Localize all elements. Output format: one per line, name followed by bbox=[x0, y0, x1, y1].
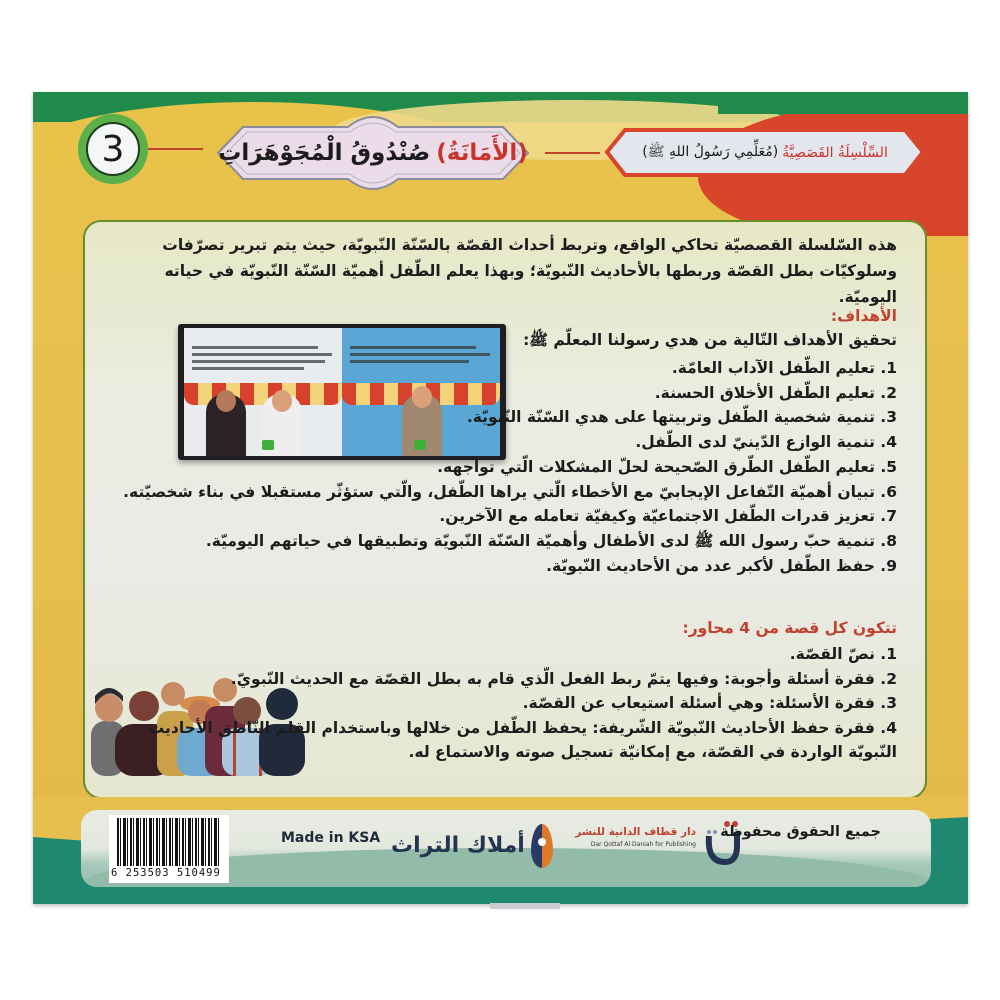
barcode-bars-icon bbox=[117, 818, 221, 866]
goal-item: 1. تعليم الطّفل الآداب العامّة. bbox=[671, 359, 897, 377]
goal-item: 2. تعليم الطّفل الأخلاق الحسنة. bbox=[654, 383, 897, 402]
distributor-name: أملاك التراث bbox=[391, 833, 525, 858]
publisher-name-en: Dar Qottaf Al Daniah for Publishing bbox=[590, 841, 696, 848]
goals-heading: الأهداف: bbox=[830, 307, 897, 325]
goal-item: 3. تنمية شخصية الطّفل وتربيتها على هدي السّنّة النّبويّة. bbox=[466, 408, 897, 427]
book-title-virtue: (الأَمَانَةُ) bbox=[436, 140, 528, 166]
axes-list bbox=[107, 642, 897, 765]
book-back-cover bbox=[33, 92, 968, 904]
series-title bbox=[595, 125, 935, 180]
book-number-badge bbox=[78, 114, 148, 184]
axes-heading: تتكون كل قصة من 4 محاور: bbox=[682, 619, 897, 637]
barcode bbox=[109, 815, 229, 883]
axis-item: 1. نصّ القصّة. bbox=[789, 645, 897, 663]
content-panel bbox=[83, 220, 927, 799]
goal-item: 8. تنمية حبّ رسول الله ﷺ لدى الأطفال وأهميّة السّنّة النّبويّة وتطبيقها في حياتهم اليوميّة. bbox=[205, 531, 897, 550]
axis-item: 2. فقرة أسئلة وأجوبة: وفيها يتمّ ربط الفعل الّذي قام به بطل القصّة مع الحديث النّبويّ. bbox=[230, 669, 897, 688]
goal-item: 7. تعزيز قدرات الطّفل الاجتماعيّة وكيفيّة تعامله مع الآخرين. bbox=[439, 507, 897, 526]
made-in-label: Made in KSA bbox=[281, 830, 381, 846]
intro-paragraph: هذه السّلسلة القصصيّة تحاكي الواقع، وتربط أحداث القصّة بالسّنّة النّبويّة، حيث يتم تبرير تصرّفات وسلوكيّات بطل القصّة وربطها بالأحاديث النّبويّة؛ وبهذا يعلم الطّفل أهميّة السّنّة النّبويّة في حياته اليوميّة. bbox=[162, 236, 897, 306]
goals-subheading: تحقيق الأهداف التّالية من هدي رسولنا المعلّم ﷺ: bbox=[523, 331, 897, 349]
title-plate bbox=[198, 107, 548, 199]
goal-item: 5. تعليم الطّفل الطّرق الصّحيحة لحلّ المشكلات الّتي تواجهه. bbox=[437, 457, 897, 476]
connector-line bbox=[545, 152, 600, 154]
book-title bbox=[198, 107, 548, 199]
axis-item: 3. فقرة الأسئلة: وهي أسئلة استيعاب عن القصّة. bbox=[522, 694, 897, 712]
flame-logo-icon bbox=[531, 824, 553, 868]
goal-item: 9. حفظ الطّفل لأكبر عدد من الأحاديث النّبويّة. bbox=[546, 556, 897, 575]
copyright-notice: جميع الحقوق محفوظة bbox=[720, 824, 881, 840]
footer-box bbox=[81, 810, 931, 887]
distributor-logo bbox=[391, 818, 561, 873]
publisher-logo bbox=[575, 816, 741, 876]
barcode-number: 6 253503 510499 bbox=[111, 867, 221, 879]
series-plate bbox=[595, 125, 935, 180]
connector-line bbox=[148, 148, 203, 150]
book-number: 3 bbox=[86, 122, 140, 176]
goals-list bbox=[123, 356, 897, 578]
axis-item: 4. فقرة حفظ الأحاديث النّبويّة الشّريفة: يحفظ الطّفل من خلالها وباستخدام القلم النّاطق الأحاديث النّبويّة الواردة في القصّة، مع إمكانيّة تسجيل صوته والاستماع له. bbox=[148, 718, 897, 761]
series-title-name: (مُعَلِّمِي رَسُولُ اللهِ ﷺ) bbox=[642, 143, 779, 160]
goal-item: 6. تبيان أهميّة التّفاعل الإيجابيّ مع الأخطاء الّتي يراها الطّفل، والّتي ستؤثّر مستقبلا في بناء شخصيّته. bbox=[123, 482, 897, 501]
book-title-main: صُنْدُوقُ الْمُجَوْهَرَاتِ bbox=[218, 140, 431, 166]
top-green-right-band bbox=[718, 92, 968, 114]
publisher-name-ar: دار قطاف الدانية للنشر bbox=[575, 826, 696, 838]
bottom-edge-tab bbox=[490, 903, 560, 909]
series-title-label: السِّلْسِلَةُ القَصَصِيَّةُ bbox=[782, 144, 888, 161]
goal-item: 4. تنمية الوازع الدّينيّ لدى الطّفل. bbox=[635, 433, 897, 452]
